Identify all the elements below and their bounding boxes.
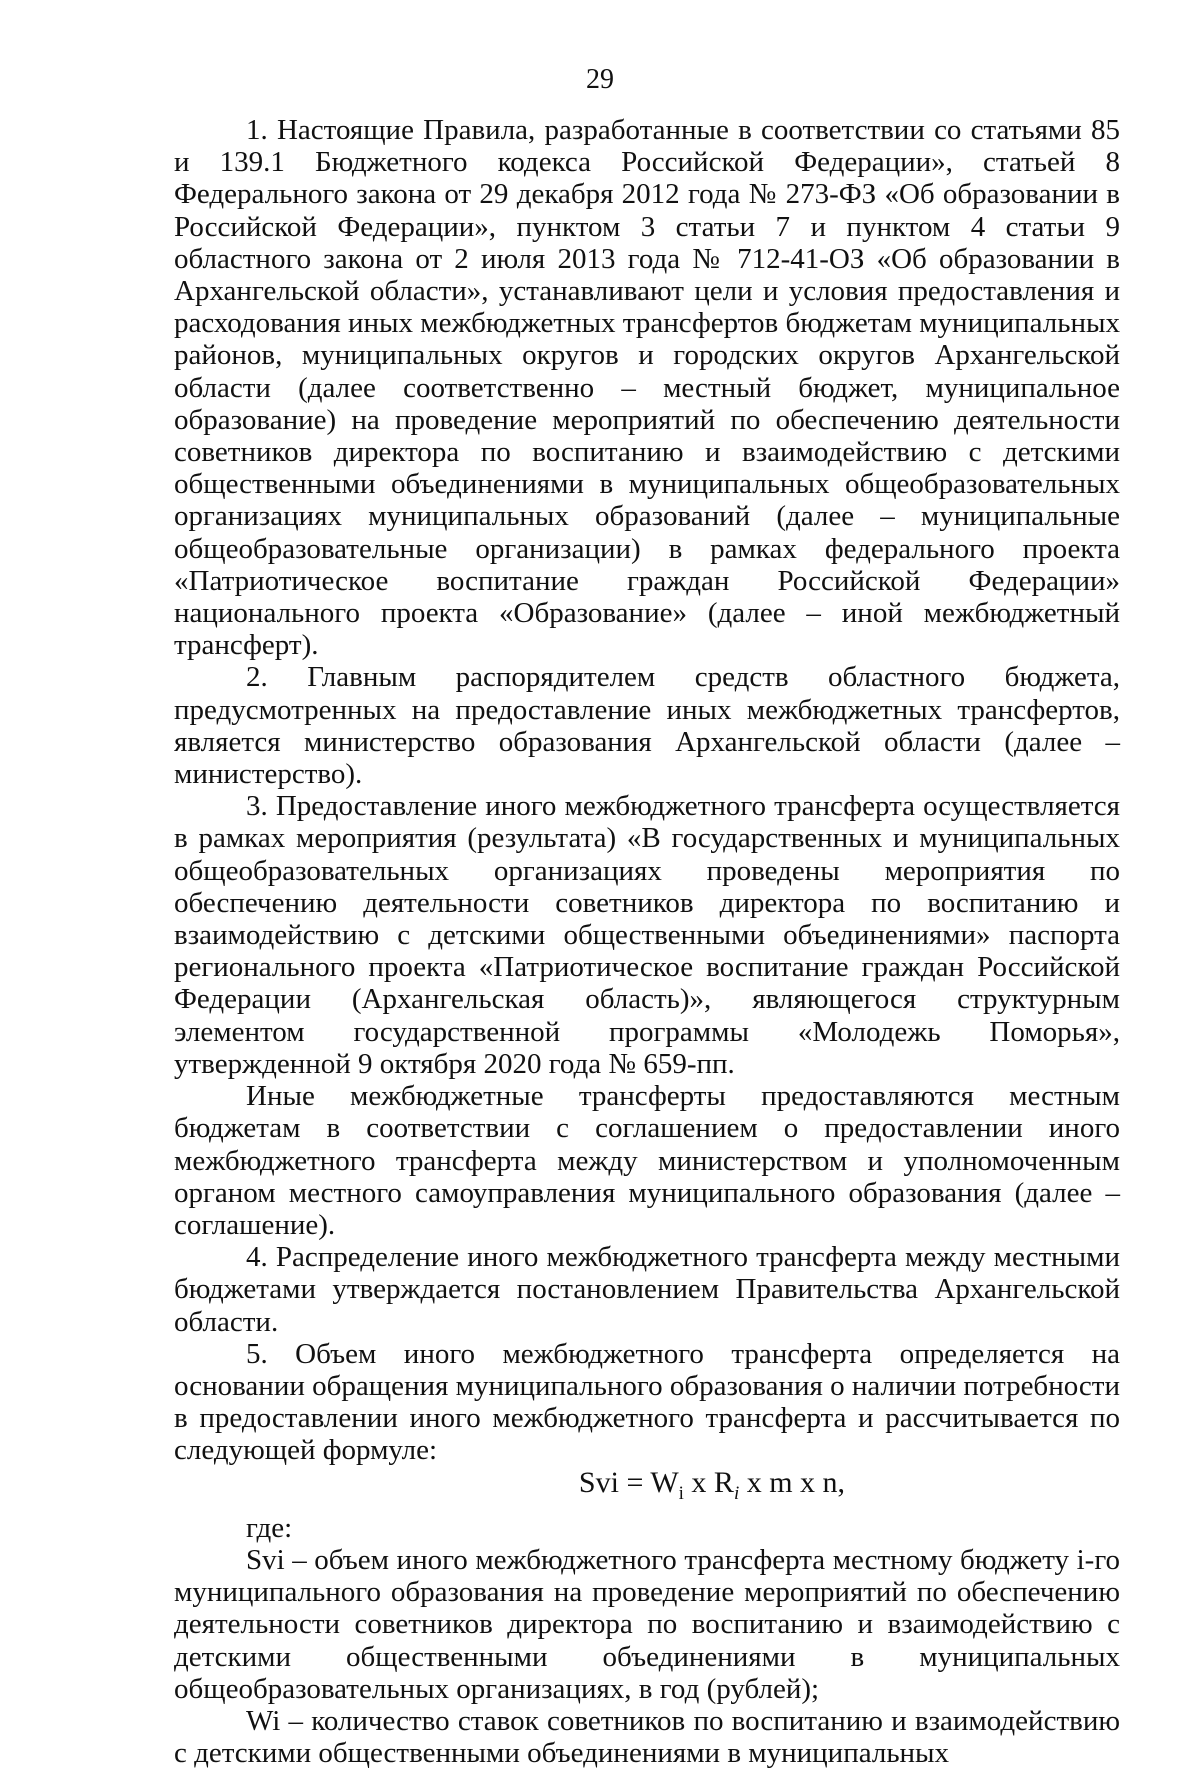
document-body: [174, 114, 1120, 1769]
page-number: 29: [586, 64, 614, 95]
paragraph-1: 1. Настоящие Правила, разработанные в соответствии со статьями 85 и 139.1 Бюджетного кодекса Российской Федерации», статьей 8 Федерального закона от 29 декабря 2012 года № 273-ФЗ «Об образовании в Российской Федерации», пунктом 3 статьи 7 и пунктом 4 статьи 9 областного закона от 2 июля 2013 года № 712-41-ОЗ «Об образовании в Архангельской области», устанавливают цели и условия предоставления и расходования иных межбюджетных трансфертов бюджетам муниципальных районов, муниципальных округов и городских округов Архангельской области (далее соответственно – местный бюджет, муниципальное образование) на проведение мероприятий по обеспечению деятельности советников директора по воспитанию и взаимодействию с детскими общественными объединениями в муниципальных общеобразовательных организациях муниципальных образований (далее – муниципальные общеобразовательные организации) в рамках федерального проекта «Патриотическое воспитание граждан Российской Федерации» национального проекта «Образование» (далее – иной межбюджетный трансферт).: [174, 114, 1120, 662]
definition-wi: Wi – количество ставок советников по воспитанию и взаимодействию с детскими общественными объединениями в муниципальных: [174, 1704, 1120, 1769]
paragraph-2: 2. Главным распорядителем средств областного бюджета, предусмотренных на предоставление иных межбюджетных трансфертов, является министерство образования Архангельской области (далее – министерство).: [174, 661, 1120, 791]
formula-w-subscript: i: [678, 1482, 684, 1504]
formula-mid: x R: [683, 1465, 734, 1499]
definition-svi: Svi – объем иного межбюджетного трансферта местному бюджету i-го муниципального образования на проведение мероприятий по обеспечению деятельности советников директора по воспитанию и взаимодействию с детскими общественными объединениями в муниципальных общеобразовательных организациях, в год (рублей);: [174, 1543, 1120, 1705]
paragraph-4: 4. Распределение иного межбюджетного трансферта между местными бюджетами утверждается постановлением Правительства Архангельской области.: [174, 1241, 1120, 1338]
formula-r-subscript: i: [733, 1482, 740, 1504]
paragraph-5: 5. Объем иного межбюджетного трансферта определяется на основании обращения муниципального образования о наличии потребности в предоставлении иного межбюджетного трансферта и рассчитывается по следующей формуле:: [174, 1337, 1120, 1467]
formula: [174, 1467, 1120, 1510]
formula-rhs: x m x n,: [739, 1465, 846, 1499]
paragraph-3-continued: Иные межбюджетные трансферты предоставляются местным бюджетам в соответствии с соглашением о предоставлении иного межбюджетного трансферта между министерством и уполномоченным органом местного самоуправления муниципального образования (далее – соглашение).: [174, 1080, 1120, 1241]
where-label: где:: [246, 1511, 293, 1544]
paragraph-3: 3. Предоставление иного межбюджетного трансферта осуществляется в рамках мероприятия (результата) «В государственных и муниципальных общеобразовательных организациях проведены мероприятия по обеспечению деятельности советников директора по воспитанию и взаимодействию с детскими общественными объединениями» паспорта регионального проекта «Патриотическое воспитание граждан Российской Федерации (Архангельская область)», являющегося структурным элементом государственной программы «Молодежь Поморья», утвержденной 9 октября 2020 года № 659-пп.: [174, 790, 1120, 1080]
formula-lhs: Svi = W: [578, 1465, 679, 1499]
